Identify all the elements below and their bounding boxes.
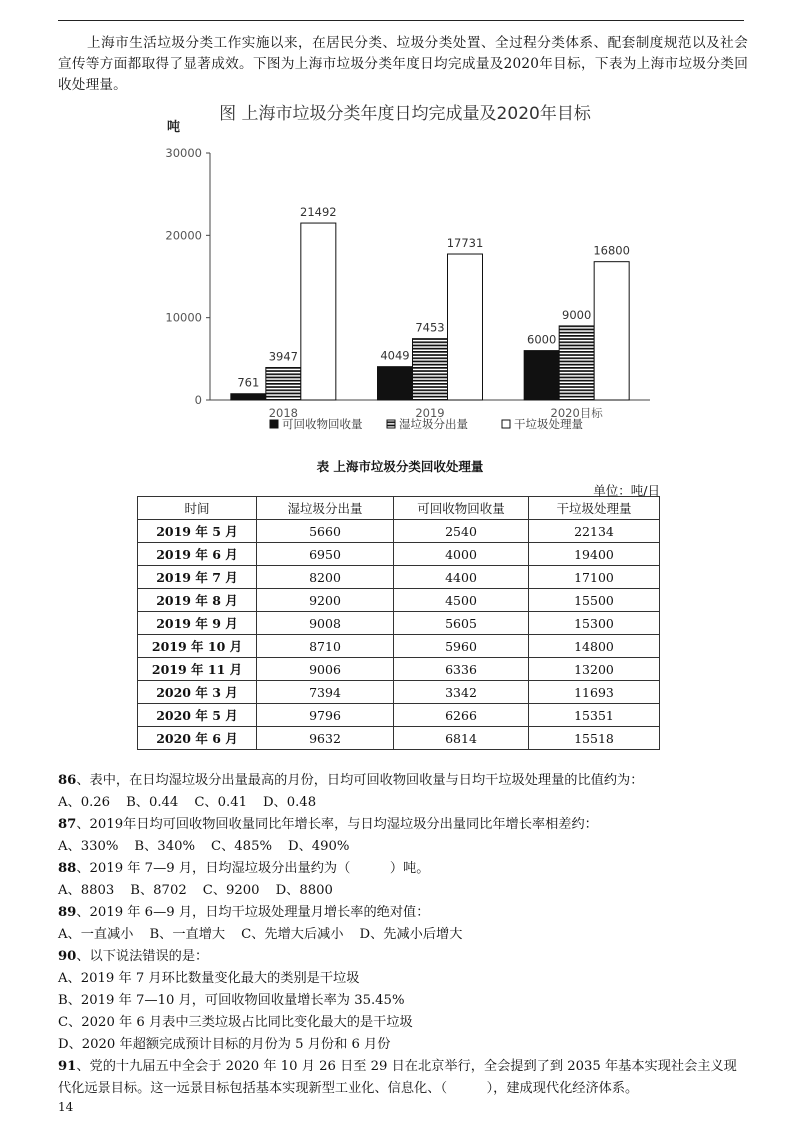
question-text: 、2019 年 6—9 月，日均干垃圾处理量月增长率的绝对值： [76, 905, 430, 920]
question-number: 91 [58, 1059, 77, 1074]
option-b[interactable]: B、340% [134, 839, 196, 854]
x-category-label: 2020目标 [550, 406, 603, 420]
chart-title: 图 上海市垃圾分类年度日均完成量及2020年目标 [219, 104, 591, 124]
header-time: 时间 [138, 497, 257, 520]
cell-time: 2019 年 8 月 [138, 589, 257, 612]
bar-value-label: 21492 [300, 205, 337, 220]
option-a[interactable]: A、8803 [58, 883, 115, 898]
cell-recyclable: 4500 [394, 589, 529, 612]
cell-wet: 6950 [257, 543, 394, 566]
question-91 [58, 1056, 748, 1100]
table-unit: 单位：吨/日 [593, 483, 660, 498]
cell-recyclable: 4400 [394, 566, 529, 589]
table-row [138, 520, 660, 543]
option-a[interactable]: A、0.26 [58, 795, 111, 810]
legend-swatch [270, 420, 278, 428]
cell-wet: 9008 [257, 612, 394, 635]
table-row [138, 612, 660, 635]
y-tick-label: 30000 [165, 146, 202, 160]
option-b[interactable]: B、0.44 [126, 795, 179, 810]
cell-dry: 15518 [529, 727, 660, 750]
bar [448, 254, 483, 400]
questions [58, 770, 748, 1100]
option-c[interactable]: C、485% [211, 839, 272, 854]
header-wet: 湿垃圾分出量 [257, 497, 394, 520]
bar-value-label: 6000 [527, 332, 557, 347]
intro-paragraph: 上海市生活垃圾分类工作实施以来，在居民分类、垃圾分类处置、全过程分类体系、配套制度规范以及社会宣传等方面都取得了显著成效。下图为上海市垃圾分类年度日均完成量及2020年目标，下表为上海市垃圾分类回收处理量。 [58, 35, 748, 93]
cell-time: 2019 年 11 月 [138, 658, 257, 681]
table-header-row [138, 497, 660, 520]
cell-recyclable: 2540 [394, 520, 529, 543]
cell-time: 2019 年 5 月 [138, 520, 257, 543]
table-row [138, 566, 660, 589]
legend-swatch [502, 420, 510, 428]
header-recyclable: 可回收物回收量 [394, 497, 529, 520]
option-d[interactable]: D、先减小后增大 [359, 927, 463, 942]
bar-chart [150, 95, 660, 445]
cell-wet: 8200 [257, 566, 394, 589]
option-b[interactable]: B、一直增大 [149, 927, 226, 942]
cell-dry: 11693 [529, 681, 660, 704]
option-d[interactable]: D、0.48 [262, 795, 317, 810]
bar-value-label: 761 [237, 375, 260, 390]
bar-value-label: 16800 [593, 243, 630, 258]
cell-dry: 15351 [529, 704, 660, 727]
cell-recyclable: 6336 [394, 658, 529, 681]
cell-time: 2019 年 9 月 [138, 612, 257, 635]
question-text: 、以下说法错误的是： [76, 949, 209, 964]
x-category-label: 2019 [415, 406, 445, 420]
table-row [138, 635, 660, 658]
legend-label: 可回收物回收量 [282, 417, 363, 431]
cell-recyclable: 6814 [394, 727, 529, 750]
option-d[interactable]: D、8800 [275, 883, 333, 898]
cell-dry: 15500 [529, 589, 660, 612]
question-number: 89 [58, 905, 77, 920]
bar [231, 394, 266, 400]
option-c[interactable]: C、2020 年 6 月表中三类垃圾占比同比变化最大的是干垃圾 [58, 1015, 413, 1030]
cell-time: 2019 年 7 月 [138, 566, 257, 589]
table-row [138, 589, 660, 612]
cell-dry: 19400 [529, 543, 660, 566]
question-text: 、2019 年 7—9 月，日均湿垃圾分出量约为（ ）吨。 [76, 861, 430, 876]
bar [524, 351, 559, 400]
header-dry: 干垃圾处理量 [529, 497, 660, 520]
table-row [138, 681, 660, 704]
table-row [138, 658, 660, 681]
cell-time: 2020 年 3 月 [138, 681, 257, 704]
bar [301, 223, 336, 400]
cell-recyclable: 4000 [394, 543, 529, 566]
option-b[interactable]: B、2019 年 7—10 月，可回收物回收量增长率为 35.45% [58, 993, 405, 1008]
cell-wet: 9796 [257, 704, 394, 727]
cell-recyclable: 5960 [394, 635, 529, 658]
data-table [137, 496, 660, 750]
cell-wet: 9200 [257, 589, 394, 612]
page-number: 14 [58, 1100, 74, 1114]
cell-dry: 22134 [529, 520, 660, 543]
option-d[interactable]: D、2020 年超额完成预计目标的月份为 5 月份和 6 月份 [58, 1037, 391, 1052]
cell-dry: 14800 [529, 635, 660, 658]
option-a[interactable]: A、2019 年 7 月环比数量变化最大的类别是干垃圾 [58, 971, 360, 986]
question-text: 、表中，在日均湿垃圾分出量最高的月份，日均可回收物回收量与日均干垃圾处理量的比值约为： [76, 773, 644, 788]
bar-value-label: 7453 [415, 320, 445, 335]
question-number: 90 [58, 949, 77, 964]
cell-recyclable: 3342 [394, 681, 529, 704]
table-row [138, 727, 660, 750]
bar [559, 326, 594, 400]
bar-value-label: 3947 [268, 349, 298, 364]
x-category-label: 2018 [268, 406, 298, 420]
table-title: 表 上海市垃圾分类回收处理量 [316, 459, 484, 474]
option-a[interactable]: A、一直减小 [58, 927, 134, 942]
option-row [58, 792, 748, 814]
bar [266, 368, 301, 400]
option-c[interactable]: C、先增大后减小 [241, 927, 344, 942]
option-d[interactable]: D、490% [288, 839, 350, 854]
option-c[interactable]: C、0.41 [194, 795, 247, 810]
option-row [58, 836, 748, 858]
cell-dry: 15300 [529, 612, 660, 635]
question-90 [58, 946, 748, 968]
cell-dry: 13200 [529, 658, 660, 681]
cell-wet: 9632 [257, 727, 394, 750]
chart-y-unit: 吨 [167, 120, 181, 135]
cell-recyclable: 6266 [394, 704, 529, 727]
cell-recyclable: 5605 [394, 612, 529, 635]
cell-wet: 9006 [257, 658, 394, 681]
legend-label: 湿垃圾分出量 [399, 417, 468, 431]
cell-dry: 17100 [529, 566, 660, 589]
question-number: 86 [58, 773, 77, 788]
option-b[interactable]: B、8702 [130, 883, 187, 898]
option-a[interactable]: A、330% [58, 839, 119, 854]
chart-svg [150, 95, 660, 445]
question-87 [58, 814, 748, 836]
option-row [58, 924, 748, 946]
cell-time: 2020 年 6 月 [138, 727, 257, 750]
cell-wet: 7394 [257, 681, 394, 704]
legend-swatch [387, 420, 395, 428]
legend-label: 干垃圾处理量 [514, 417, 583, 431]
question-number: 88 [58, 861, 77, 876]
table-row [138, 543, 660, 566]
question-text: 、2019年日均可回收物回收量同比年增长率，与日均湿垃圾分出量同比年增长率相差约： [76, 817, 598, 832]
question-89 [58, 902, 748, 924]
table-row [138, 704, 660, 727]
cell-wet: 8710 [257, 635, 394, 658]
question-text: 、党的十九届五中全会于 2020 年 10 月 26 日至 29 日在北京举行，全会提到了到 2035 年基本实现社会主义现代化远景目标。这一远景目标包括基本实现新型工业化、信息化、（ ），建成现代化经济体系。 [58, 1059, 737, 1096]
option-row [58, 880, 748, 902]
y-tick-label: 0 [194, 393, 202, 407]
top-rule [58, 20, 744, 21]
bar [413, 339, 448, 400]
bar [378, 367, 413, 400]
y-tick-label: 10000 [165, 310, 202, 325]
y-tick-label: 20000 [165, 228, 202, 243]
cell-time: 2020 年 5 月 [138, 704, 257, 727]
option-c[interactable]: C、9200 [202, 883, 260, 898]
bar-value-label: 4049 [380, 348, 410, 363]
question-88 [58, 858, 748, 880]
bar-value-label: 17731 [446, 236, 484, 251]
bar [594, 262, 629, 400]
bar-value-label: 9000 [562, 307, 592, 322]
question-86 [58, 770, 748, 792]
cell-wet: 5660 [257, 520, 394, 543]
cell-time: 2019 年 6 月 [138, 543, 257, 566]
question-number: 87 [58, 817, 77, 832]
cell-time: 2019 年 10 月 [138, 635, 257, 658]
